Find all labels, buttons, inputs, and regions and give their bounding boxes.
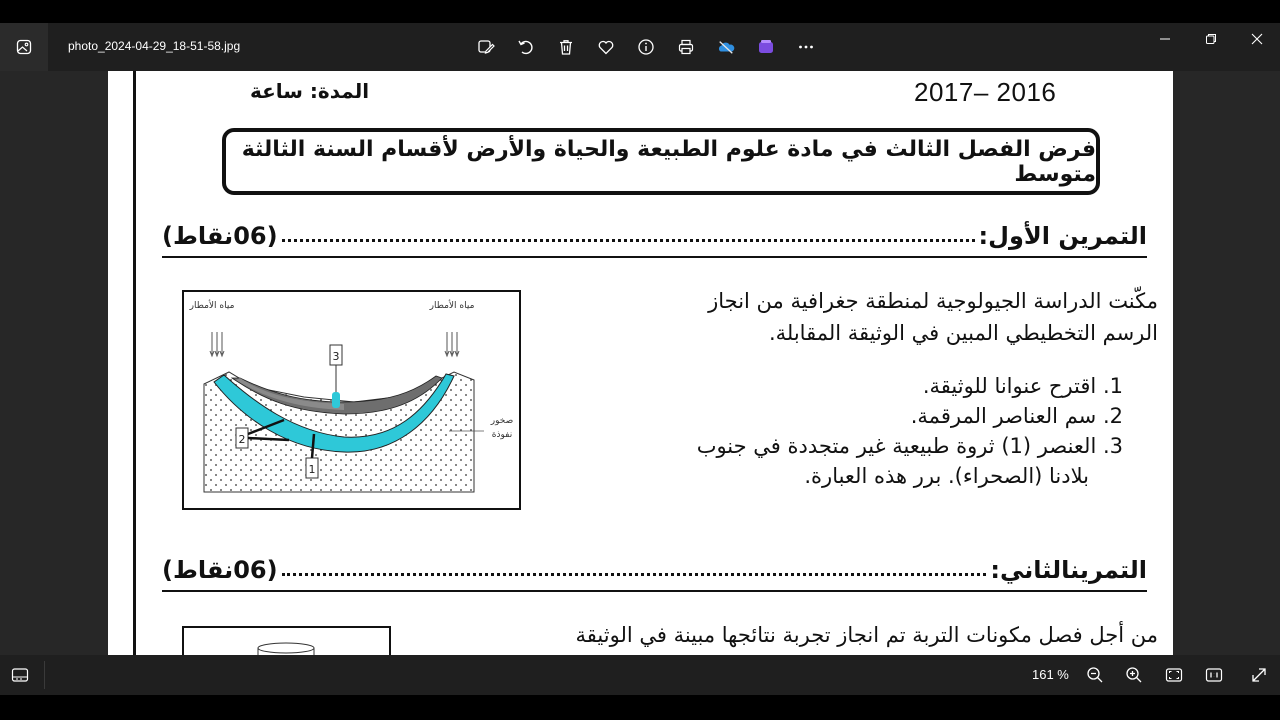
restore-button[interactable] bbox=[1188, 23, 1234, 55]
filmstrip-icon bbox=[11, 667, 29, 683]
gallery-button[interactable] bbox=[0, 23, 48, 71]
beaker-drawing bbox=[184, 628, 389, 655]
exercise-1-intro bbox=[533, 285, 1158, 349]
edit-image-icon bbox=[477, 38, 495, 56]
edit-image-button[interactable] bbox=[466, 35, 506, 59]
exercise-1-intro-line2: الرسم التخطيطي المبين في الوثيقة المقابلة. bbox=[768, 321, 1158, 345]
top-frame bbox=[0, 0, 1280, 23]
close-button[interactable] bbox=[1234, 23, 1280, 55]
more-button[interactable] bbox=[786, 35, 826, 59]
fullscreen-button[interactable] bbox=[1247, 663, 1271, 687]
question-3: 3. العنصر (1) ثروة طبيعية غير متجددة في جنوب bbox=[696, 434, 1123, 458]
filmstrip-button[interactable] bbox=[8, 665, 32, 685]
exercise-2-points: (06نقاط) bbox=[162, 556, 278, 584]
exercise-2-intro: من أجل فصل مكونات التربة تم انجاز تجربة نتائجها مبينة في الوثيقة bbox=[575, 623, 1158, 647]
geology-diagram bbox=[182, 290, 521, 510]
info-button[interactable] bbox=[626, 35, 666, 59]
clipchamp-button[interactable] bbox=[746, 35, 786, 59]
exercise-1-heading bbox=[162, 218, 1147, 258]
rotate-icon bbox=[517, 38, 535, 56]
favorite-button[interactable] bbox=[586, 35, 626, 59]
question-3-continued: بلادنا (الصحراء). برر هذه العبارة. bbox=[804, 464, 1089, 488]
exercise-2-figure bbox=[182, 626, 391, 655]
question-2: 2. سم العناصر المرقمة. bbox=[910, 404, 1123, 428]
heart-icon bbox=[597, 38, 615, 56]
label-3: 3 bbox=[332, 350, 340, 363]
delete-icon bbox=[557, 38, 575, 56]
school-year: 2017– 2016 bbox=[914, 77, 1057, 107]
image-viewport[interactable] bbox=[0, 71, 1280, 655]
fit-window-icon bbox=[1165, 666, 1183, 684]
onedrive-icon bbox=[717, 38, 735, 56]
minimize-icon bbox=[1159, 33, 1171, 45]
rock-label-line2: نفوذة bbox=[491, 430, 513, 440]
print-icon bbox=[677, 38, 695, 56]
rain-label-right: مياه الأمطار bbox=[429, 301, 475, 311]
toolbar bbox=[466, 35, 826, 59]
bottom-frame bbox=[0, 695, 1280, 720]
exercise-2-heading bbox=[162, 552, 1147, 592]
zoom-out-button[interactable] bbox=[1083, 663, 1107, 687]
document-image bbox=[108, 71, 1173, 655]
file-name: photo_2024-04-29_18-51-58.jpg bbox=[68, 39, 241, 53]
exercise-1-questions bbox=[668, 371, 1123, 491]
exercise-1-intro-line1: مكّنت الدراسة الجيولوجية لمنطقة جغرافية من انجاز bbox=[708, 289, 1158, 313]
rotate-button[interactable] bbox=[506, 35, 546, 59]
window-controls bbox=[1142, 23, 1280, 55]
zoom-level[interactable]: 161 % bbox=[1032, 667, 1069, 682]
actual-size-button[interactable] bbox=[1202, 663, 1226, 687]
rock-label-line1: صخور bbox=[490, 416, 514, 426]
rain-label-left: مياه الأمطار bbox=[189, 301, 235, 311]
minimize-button[interactable] bbox=[1142, 23, 1188, 55]
dotted-leader bbox=[282, 239, 975, 242]
more-icon bbox=[797, 38, 815, 56]
dotted-leader bbox=[282, 573, 987, 576]
label-1: 1 bbox=[308, 463, 316, 476]
info-icon bbox=[637, 38, 655, 56]
onedrive-button[interactable] bbox=[706, 35, 746, 59]
print-button[interactable] bbox=[666, 35, 706, 59]
duration-label: المدة: ساعة bbox=[250, 79, 370, 103]
status-divider bbox=[44, 661, 45, 689]
exercise-1-title: التمرين الأول: bbox=[978, 222, 1147, 250]
close-icon bbox=[1251, 33, 1263, 45]
photos-app-icon bbox=[16, 39, 32, 55]
title-bar bbox=[0, 23, 1280, 71]
margin-line bbox=[133, 71, 136, 655]
expand-icon bbox=[1250, 666, 1268, 684]
exercise-2-title: التمرينالثاني: bbox=[990, 556, 1147, 584]
exercise-1-points: (06نقاط) bbox=[162, 222, 278, 250]
exam-title-box bbox=[222, 128, 1100, 195]
delete-button[interactable] bbox=[546, 35, 586, 59]
status-bar bbox=[0, 655, 1280, 695]
zoom-in-icon bbox=[1125, 666, 1143, 684]
actual-size-icon bbox=[1205, 666, 1223, 684]
zoom-in-button[interactable] bbox=[1122, 663, 1146, 687]
question-1: 1. اقترح عنوانا للوثيقة. bbox=[922, 374, 1123, 398]
fit-to-window-button[interactable] bbox=[1162, 663, 1186, 687]
exam-title: فرض الفصل الثالث في مادة علوم الطبيعة والحياة والأرض لأقسام السنة الثالثة متوسط bbox=[241, 136, 1096, 187]
zoom-out-icon bbox=[1086, 666, 1104, 684]
clipchamp-icon bbox=[757, 38, 775, 56]
restore-icon bbox=[1205, 33, 1217, 45]
aquifer-cross-section bbox=[184, 292, 519, 508]
label-2: 2 bbox=[238, 433, 246, 446]
